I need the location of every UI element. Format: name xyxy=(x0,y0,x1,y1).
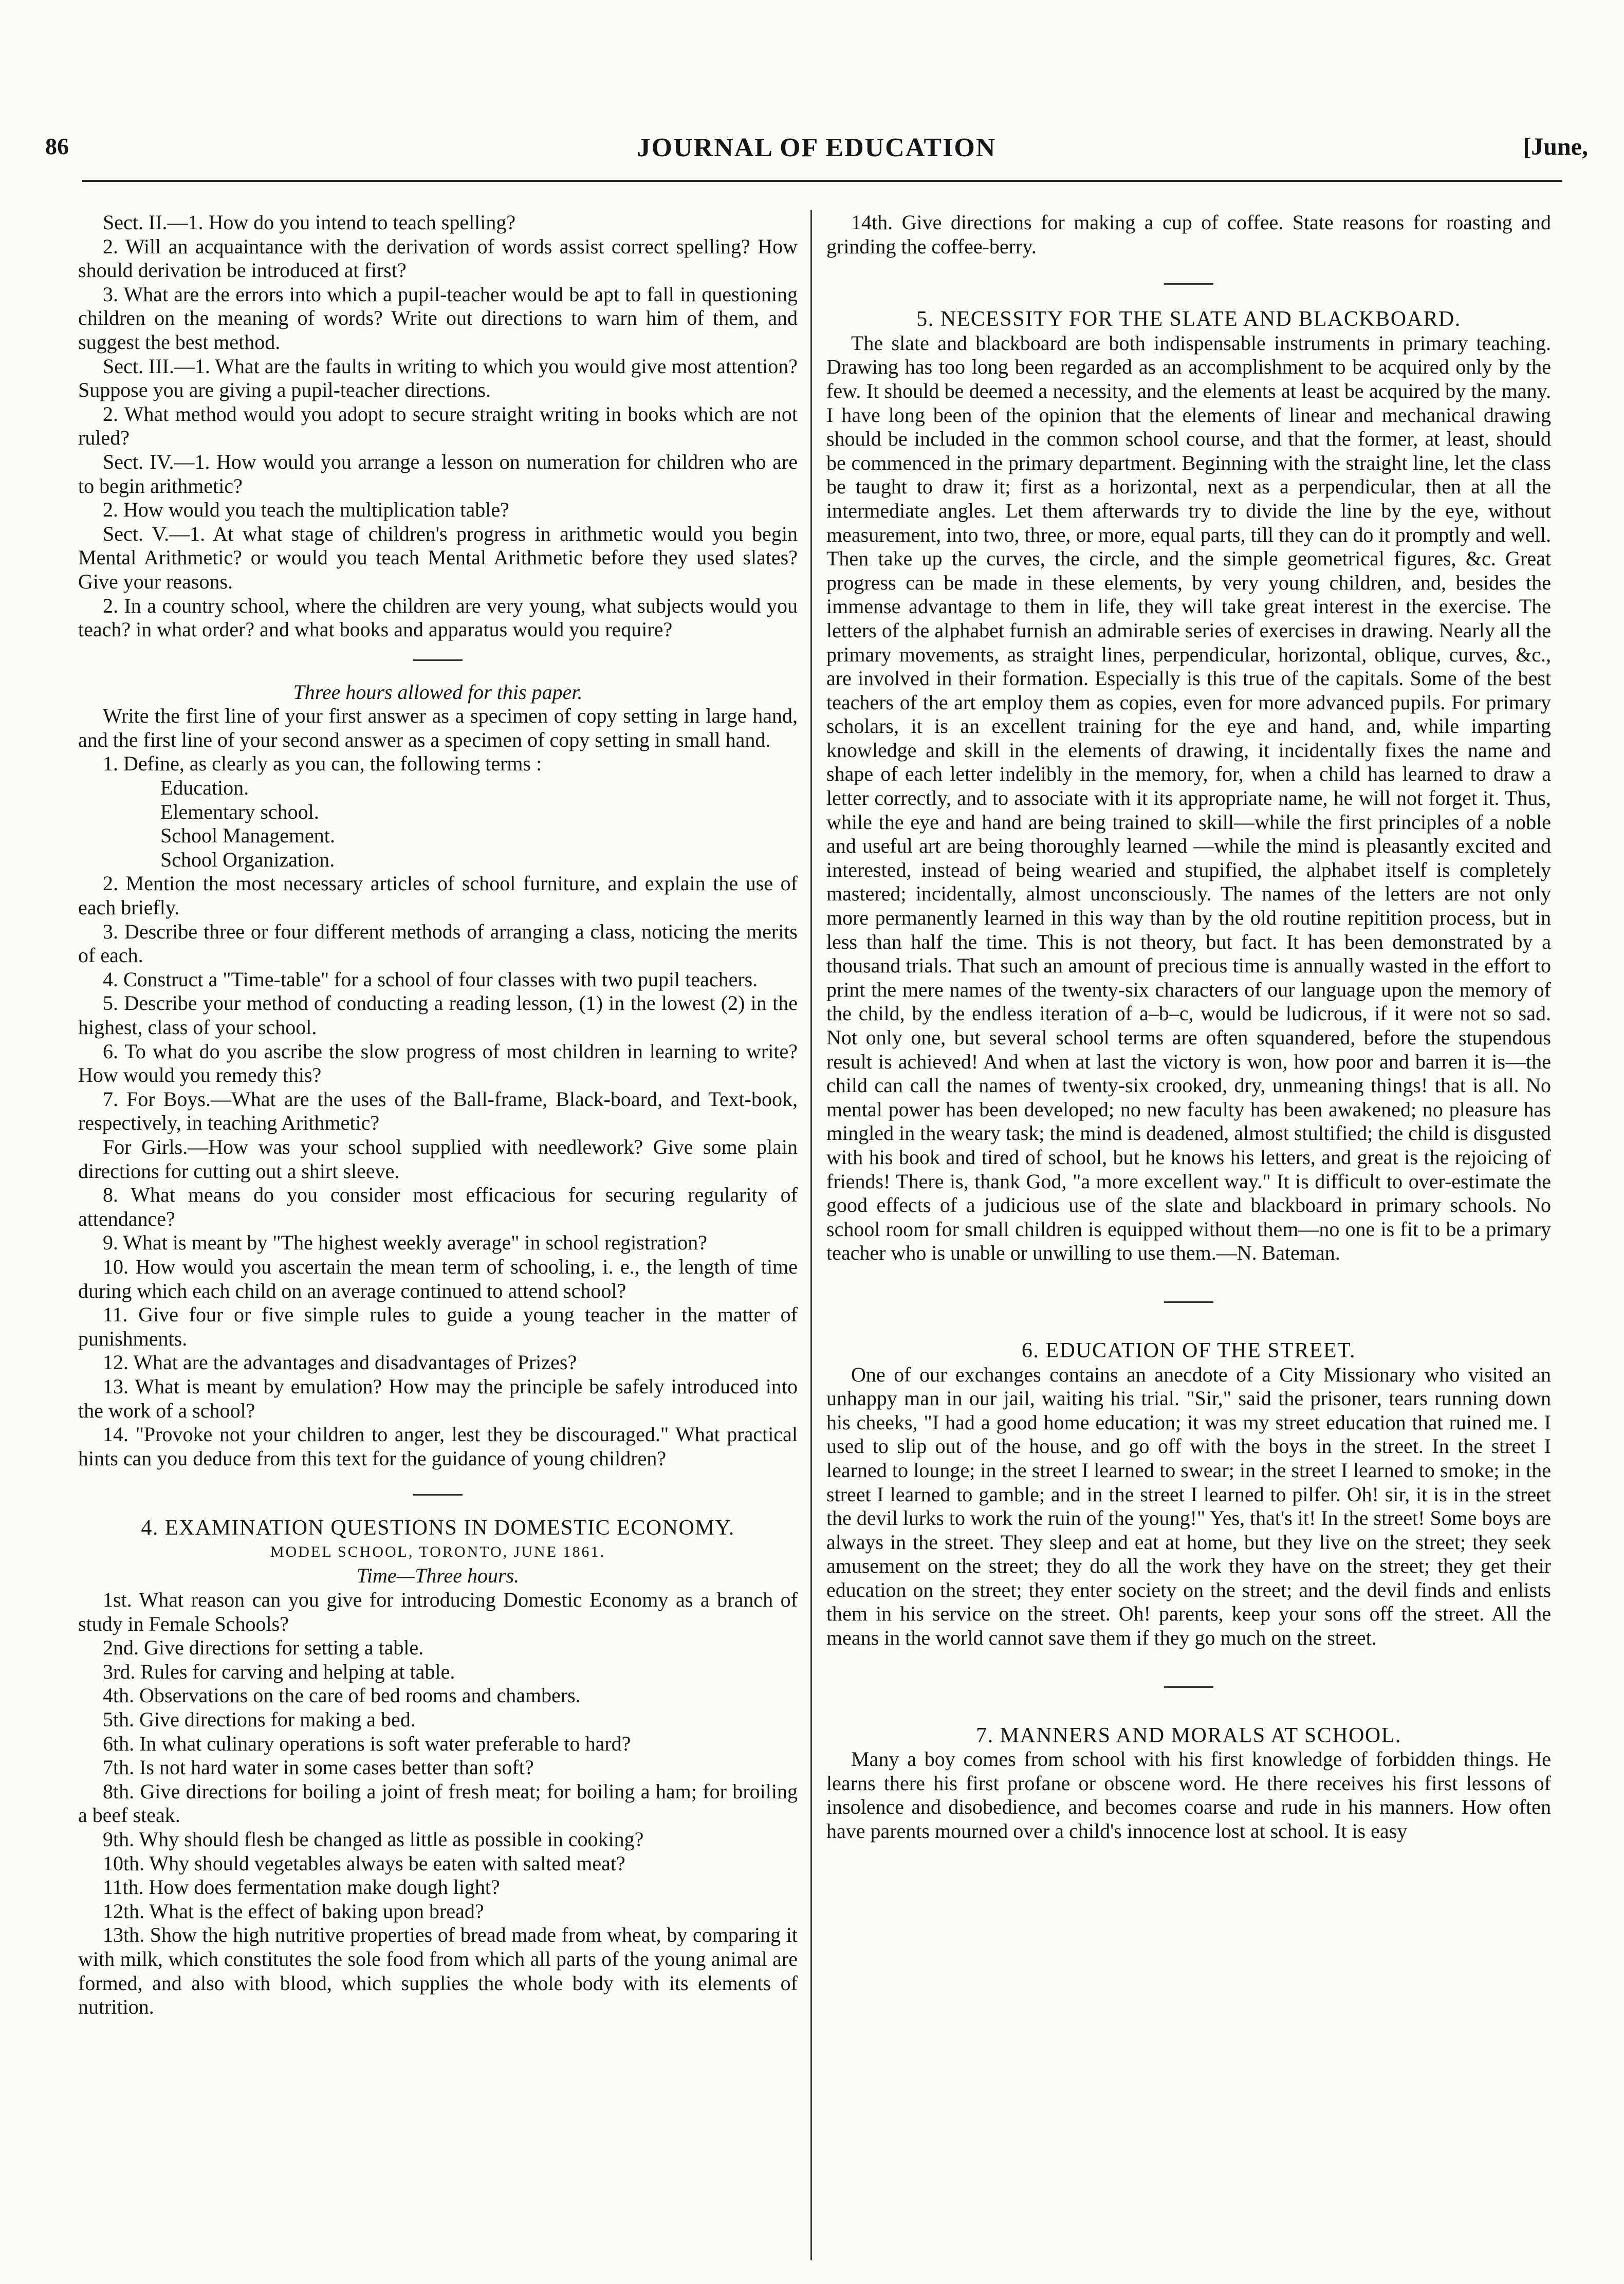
slate-heading: 5. NECESSITY FOR THE SLATE AND BLACKBOARD. xyxy=(916,307,1461,331)
question: 4. Construct a "Time-table" for a school of four classes with two pupil teachers. xyxy=(103,967,758,991)
question: 9. What is meant by "The highest weekly average" in school registration? xyxy=(103,1231,708,1255)
page-number: 86 xyxy=(45,133,69,159)
domestic-item: 10th. Why should vegetables always be eaten with salted meat? xyxy=(103,1851,625,1875)
right-column xyxy=(826,211,1551,1844)
paragraph: 2. Will an acquaintance with the derivation of words assist correct spelling? How should derivation be introduced at first? xyxy=(78,234,798,282)
term-item: Elementary school. xyxy=(160,800,319,823)
question: 12. What are the advantages and disadvantages of Prizes? xyxy=(103,1351,577,1374)
left-column xyxy=(78,211,798,2019)
question: 11. Give four or five simple rules to guide a young teacher in the matter of punishments. xyxy=(78,1303,798,1350)
time-note: Three hours allowed for this paper. xyxy=(293,680,583,704)
domestic-item: 1st. What reason can you give for introducing Domestic Economy as a branch of study in Female Schools? xyxy=(78,1588,798,1635)
question: 8. What means do you consider most efficacious for securing regularity of attendance? xyxy=(78,1183,798,1230)
question: 14. "Provoke not your children to anger, lest they be discouraged." What practical hints can you deduce from this text for the guidance of young children? xyxy=(78,1423,798,1470)
paragraph: Sect. II.—1. How do you intend to teach spelling? xyxy=(103,211,516,234)
paragraph: 2. In a country school, where the children are very young, what subjects would you teach? in what order? and what books and apparatus would you require? xyxy=(78,594,798,641)
header-rule xyxy=(82,180,1562,182)
domestic-economy-time: Time—Three hours. xyxy=(356,1564,520,1588)
column-divider xyxy=(810,210,812,2260)
domestic-item: 5th. Give directions for making a bed. xyxy=(103,1708,416,1732)
section-rule xyxy=(413,1494,463,1496)
domestic-economy-heading: 4. EXAMINATION QUESTIONS IN DOMESTIC ECONOMY. xyxy=(141,1516,735,1540)
paragraph: Sect. IV.—1. How would you arrange a lesson on numeration for children who are to begin arithmetic? xyxy=(78,450,798,498)
section-rule xyxy=(1164,283,1213,285)
domestic-item: 14th. Give directions for making a cup of coffee. State reasons for roasting and grinding the coffee-berry. xyxy=(826,211,1551,258)
term-item: School Management. xyxy=(160,824,335,848)
term-item: School Organization. xyxy=(160,848,335,871)
question: 10. How would you ascertain the mean term of schooling, i. e., the length of time during which each child on an average continued to attend school? xyxy=(78,1255,798,1302)
domestic-item: 6th. In what culinary operations is soft water preferable to hard? xyxy=(103,1732,631,1755)
header-month: [June, xyxy=(1523,133,1588,160)
question: 13. What is meant by emulation? How may the principle be safely introduced into the work of a school? xyxy=(78,1374,798,1422)
question: For Girls.—How was your school supplied with needlework? Give some plain directions for cutting out a shirt sleeve. xyxy=(78,1135,798,1183)
street-body: One of our exchanges contains an anecdote of a City Missionary who visited an unhappy man in our jail, waiting his trial. "Sir," said the prisoner, tears running down his cheeks, "I had a good home education; it was my street education that ruined me. I used to slip out of the house, and go off with the boys in the street. In the street I learned to lounge; in the street I learned to swear; in the street I learned to smoke; in the street I learned to gamble; and in the street I learned to pilfer. Oh! sir, it is in the street the devil lurks to work the ruin of the young!" Yes, that's it! In the street! Some boys are always in the street. They sleep and eat at home, but they live on the street; they seek amusement on the street; they do all the work they have on the street; they get their education on the street; they enter society on the street; and the devil finds and enlists them in his service on the street. Oh! parents, keep your sons off the street. All the means in the world cannot save them if they go much on the street. xyxy=(826,1362,1551,1650)
term-item: Education. xyxy=(160,776,249,800)
manners-heading: 7. MANNERS AND MORALS AT SCHOOL. xyxy=(976,1723,1401,1747)
question-1: 1. Define, as clearly as you can, the following terms : xyxy=(103,752,542,776)
domestic-economy-subheading: MODEL SCHOOL, TORONTO, JUNE 1861. xyxy=(270,1543,606,1560)
paragraph: 3. What are the errors into which a pupil-teacher would be apt to fall in questioning children on the meaning of words? Write out directions to warn him of them, and suggest the best method. xyxy=(78,282,798,354)
domestic-item: 4th. Observations on the care of bed rooms and chambers. xyxy=(103,1684,581,1707)
paragraph: 2. What method would you adopt to secure straight writing in books which are not ruled? xyxy=(78,402,798,450)
section-rule xyxy=(1164,1686,1213,1688)
running-title: JOURNAL OF EDUCATION xyxy=(637,133,996,162)
street-heading: 6. EDUCATION OF THE STREET. xyxy=(1021,1338,1356,1362)
slate-body: The slate and blackboard are both indispensable instruments in primary teaching. Drawing has too long been regarded as an accomplishment to be acquired only by the few. It should be deemed a necessity, and the elements at least be acquired by the many. I have long been of the opinion that the elements of linear and mechanical drawing should be included in the common school course, and that the former, at least, should be commenced in the primary department. Beginning with the straight line, let the class be taught to draw it; first as a horizontal, next as a perpendicular, then at all the intermediate angles. Let them afterwards try to divide the line by the eye, without measurement, into two, three, or more, equal parts, till they can do it promptly and well. Then take up the curves, the circle, and the simple geometrical figures, &c. Great progress can be made in these elements, by very young children, and, besides the immense advantage to them in life, they will take great interest in the exercise. The letters of the alphabet furnish an admirable series of exercises in drawing. Nearly all the primary movements, as straight lines, perpendicular, horizontal, oblique, curves, &c., are involved in their formation. Especially is this true of the capitals. Some of the best teachers of the art employ them as copies, even for more advanced pupils. For primary scholars, it is an excellent training for the eye and hand, and, while imparting knowledge and skill in the elements of drawing, it incidentally fixes the name and shape of each letter indelibly in the memory, for, when a child has learned to draw a letter correctly, and to associate with it its appropriate name, he will not forget it. Thus, while the eye and hand are being trained to skill—while the first principles of a noble and useful art are being thoroughly learned —while the mind is pleasantly excited and interested, instead of being wearied and stupified, the alphabet itself is completely mastered; incidentally, almost unconsciously. The names of the letters are not only more permanently learned in this way than by the old routine repitition process, but in less than half the time. This is not theory, but fact. It has been demonstrated by a thousand trials. That such an amount of precious time is annually wasted in the effort to print the mere names of the twenty-six characters of our language upon the memory of the child, by the endless iteration of a–b–c, would be ludicrous, if it were not so sad. Not only one, but several school terms are often squandered, before the stupendous result is achieved! And when at last the victory is won, how poor and barren it is—the child can call the names of twenty-six crooked, dry, unmeaning things! that is all. No mental power has been developed; no new faculty has been awakened; no pleasure has mingled in the weary task; the mind is deadened, almost stultified; the child is disgusted with his book and tired of school, but he knows his letters, and great is the rejoicing of friends! There is, thank God, "a more excellent way." It is difficult to over-estimate the good effects of a judicious use of the slate and blackboard in primary schools. No school room for small children is equipped without them—no one is fit to be a primary teacher who is unable or unwilling to use them.—N. Bateman. xyxy=(826,331,1551,1265)
section-rule xyxy=(413,659,463,661)
question: 7. For Boys.—What are the uses of the Ball-frame, Black-board, and Text-book, respectively, in teaching Arithmetic? xyxy=(78,1087,798,1135)
copy-instruction: Write the first line of your first answer as a specimen of copy setting in large hand, and the first line of your second answer as a specimen of copy setting in small hand. xyxy=(78,704,798,751)
question: 6. To what do you ascribe the slow progress of most children in learning to write? How would you remedy this? xyxy=(78,1039,798,1087)
domestic-item: 9th. Why should flesh be changed as little as possible in cooking? xyxy=(103,1828,644,1851)
paragraph: Sect. III.—1. What are the faults in writing to which you would give most attention? Suppose you are giving a pupil-teacher directions. xyxy=(78,354,798,402)
section-rule xyxy=(1164,1301,1213,1303)
paragraph: Sect. V.—1. At what stage of children's progress in arithmetic would you begin Mental Arithmetic? or would you teach Mental Arithmetic before they used slates? Give your reasons. xyxy=(78,522,798,593)
domestic-item: 11th. How does fermentation make dough light? xyxy=(103,1875,500,1899)
question: 5. Describe your method of conducting a reading lesson, (1) in the lowest (2) in the highest, class of your school. xyxy=(78,991,798,1039)
question: 2. Mention the most necessary articles of school furniture, and explain the use of each briefly. xyxy=(78,872,798,919)
paragraph: 2. How would you teach the multiplication table? xyxy=(103,498,509,522)
page-header xyxy=(45,133,1588,174)
domestic-item: 3rd. Rules for carving and helping at table. xyxy=(103,1660,455,1683)
manners-body: Many a boy comes from school with his first knowledge of forbidden things. He learns there his first profane or obscene word. He there receives his first lessons of insolence and disobedience, and becomes coarse and rude in his manners. How often have parents mourned over a child's innocence lost at school. It is easy xyxy=(826,1747,1551,1843)
domestic-item: 13th. Show the high nutritive properties of bread made from wheat, by comparing it with milk, which constitutes the sole food from which all parts of the young animal are formed, and also with blood, which supplies the whole body with its elements of nutrition. xyxy=(78,1923,798,2019)
domestic-item: 7th. Is not hard water in some cases better than soft? xyxy=(103,1756,534,1779)
domestic-item: 12th. What is the effect of baking upon bread? xyxy=(103,1899,484,1923)
question: 3. Describe three or four different methods of arranging a class, noticing the merits of each. xyxy=(78,919,798,967)
domestic-item: 2nd. Give directions for setting a table. xyxy=(103,1636,424,1660)
domestic-item: 8th. Give directions for boiling a joint of fresh meat; for boiling a ham; for broiling a beef steak. xyxy=(78,1779,798,1827)
